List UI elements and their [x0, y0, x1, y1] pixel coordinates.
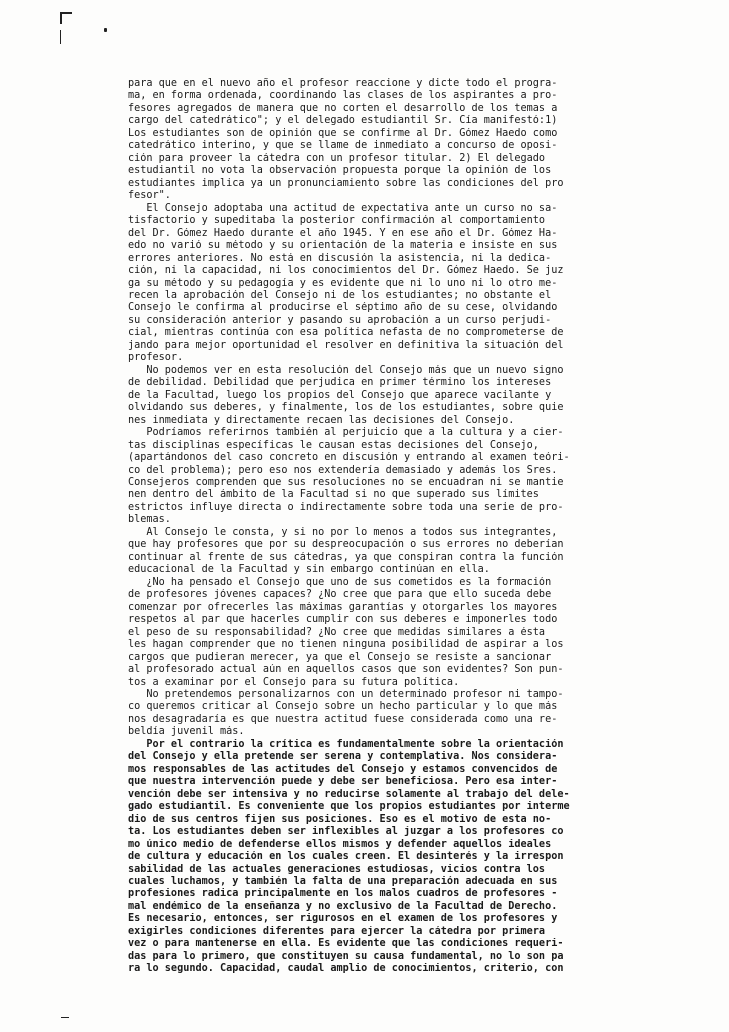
text-line: estudiantil no vota la observación propuesta porque la opinión de los [128, 165, 552, 177]
text-line: ra lo segundo. Capacidad, caudal amplio de conocimientos, criterio, con [128, 963, 564, 975]
text-line: continuar al frente de sus cátedras, ya que conspiran contra la función [128, 551, 564, 563]
text-line: ta. Los estudiantes deben ser inflexibles al juzgar a los profesores co [128, 826, 564, 838]
text-line: recen la aprobación del Consejo ni de los estudiantes; no obstante el [128, 289, 552, 301]
text-line: les hagan comprender que no tienen ninguna posibilidad de aspirar a los [128, 639, 564, 651]
text-line: catedrático interino, y que se llame de inmediato a concurso de oposi- [128, 140, 558, 152]
margin-dot [104, 28, 107, 32]
text-line: ción para proveer la cátedra con un profesor titular. 2) El delegado [128, 152, 546, 164]
text-line: cargo del catedrático"; y el delegado estudiantil Sr. Cía manifestó:1) [128, 115, 558, 127]
text-line: Los estudiantes son de opinión que se confirme al Dr. Gómez Haedo como [128, 127, 558, 139]
margin-mark [60, 30, 61, 44]
text-line: vención debe ser intensiva y no reducirse solamente al trabajo del dele- [128, 788, 570, 800]
text-line: blemas. [128, 514, 171, 526]
text-line: cargos que pudieran merecer, ya que el Consejo se resiste a sancionar [128, 651, 552, 663]
text-line: que nuestra intervención puede y debe ser beneficiosa. Pero esa inter- [128, 776, 558, 788]
text-line: olvidando sus deberes, y finalmente, los de los estudiantes, sobre quie [128, 402, 564, 414]
text-line: fesor". [128, 190, 171, 202]
text-line: Es necesario, entonces, ser rigurosos en el examen de los profesores y [128, 913, 558, 925]
text-line: del Dr. Gómez Haedo durante el año 1945. Y en ese año el Dr. Gómez Ha- [128, 227, 558, 239]
text-line: nes inmediata y directamente recaen las decisiones del Consejo. [128, 414, 515, 426]
text-line: de profesores jóvenes capaces? ¿No cree que para que ello suceda debe [128, 589, 552, 601]
text-line: das para lo primero, que constituyen su causa fundamental, no lo son pa [128, 950, 564, 962]
text-line: ¿No ha pensado el Consejo que uno de sus cometidos es la formación [128, 576, 552, 588]
text-line: tisfactorio y supeditaba la posterior confirmación al comportamiento [128, 215, 546, 227]
text-line: del Consejo y ella pretende ser serena y contemplativa. Nos considera- [128, 751, 558, 763]
text-line: gado estudiantil. Es conveniente que los propios estudiantes por interme [128, 801, 570, 813]
text-line: para que en el nuevo año el profesor reaccione y dicte todo el progra- [128, 78, 558, 89]
text-line: co queremos criticar al Consejo sobre un hecho particular y lo que más [128, 701, 558, 713]
text-line: comenzar por ofrecerles las máximas garantías y otorgarles los mayores [128, 601, 558, 613]
text-line: respetos al par que hacerles cumplir con sus deberes e imponerles todo [128, 614, 558, 626]
text-line: ción, ni la capacidad, ni los conocimientos del Dr. Gómez Haedo. Se juz [128, 265, 564, 277]
text-line: mos responsables de las actitudes del Consejo y estamos convencidos de [128, 763, 558, 775]
text-line: fesores agregados de manera que no corten el desarrollo de los temas a [128, 102, 558, 114]
bottom-margin-mark [61, 1017, 69, 1018]
text-line: nen dentro del ámbito de la Facultad si no que superado sus límites [128, 489, 539, 501]
text-line: dio de sus centros fijen sus posiciones. Eso es el motivo de esta no- [128, 813, 552, 825]
text-line: edo no varió su método y su orientación de la materia e insiste en sus [128, 240, 558, 252]
text-line: El Consejo adoptaba una actitud de expectativa ante un curso no sa- [128, 202, 558, 214]
text-line: profesiones radica principalmente en los malos cuadros de profesores - [128, 888, 558, 900]
text-line: vez o para mantenerse en ella. Es evidente que las condiciones requeri- [128, 938, 564, 950]
text-line: sabilidad de las actuales generaciones estudiosas, vicios contra los [128, 863, 546, 875]
text-line: tos a examinar por el Consejo para su futura política. [128, 676, 460, 688]
text-line: Podríamos referirnos también al perjuicio que a la cultura y a cier- [128, 427, 564, 439]
text-line: (apartándonos del caso concreto en discusión y entrando al examen teóri- [128, 452, 570, 464]
corner-mark-vertical [60, 12, 62, 24]
text-line: jando para mejor oportunidad el resolver en definitiva la situación del [128, 339, 564, 351]
text-line: ma, en forma ordenada, coordinando las clases de los aspirantes a pro- [128, 90, 558, 102]
text-line: profesor. [128, 352, 184, 364]
text-line: de debilidad. Debilidad que perjudica en primer término los intereses [128, 377, 552, 389]
text-line: cuales luchamos, y también la falta de una preparación adecuada en sus [128, 876, 558, 887]
text-line: co del problema); pero eso nos extendería demasiado y además los Sres. [128, 464, 558, 476]
text-line: beldía juvenil más. [128, 726, 245, 738]
text-line: el peso de su responsabilidad? ¿No cree que medidas similares a ésta [128, 626, 546, 638]
text-line: No pretendemos personalizarnos con un determinado profesor ni tampo- [128, 688, 564, 700]
text-line: exigirles condiciones diferentes para ejercer la cátedra por primera [128, 925, 546, 937]
text-line: errores anteriores. No está en discusión la asistencia, ni la dedica- [128, 252, 552, 264]
text-line: Por el contrario la crítica es fundamentalmente sobre la orientación [128, 738, 564, 750]
text-line: de cultura y educación en los cuales creen. El desinterés y la irrespon [128, 851, 564, 863]
text-line: ga su método y su pedagogía y es evidente que ni lo uno ni lo otro me- [128, 277, 558, 289]
text-line: Consejeros comprenden que sus resoluciones no se encuadran ni se mantie [128, 477, 564, 488]
text-line: No podemos ver en esta resolución del Consejo más que un nuevo signo [128, 364, 564, 376]
text-line: estrictos influye directa o indirectamente sobre toda una serie de pro- [128, 501, 564, 513]
text-line: educacional de la Facultad y sin embargo continúan en ella. [128, 564, 490, 576]
text-line: Al Consejo le consta, y si no por lo menos a todos sus integrantes, [128, 526, 558, 538]
text-line: tas disciplinas específicas le causan estas decisiones del Consejo, [128, 439, 539, 451]
text-line: cial, mientras continúa con esa política nefasta de no comprometerse de [128, 327, 564, 339]
text-line: Consejo le confirma al producirse el séptimo año de su cese, olvidando [128, 302, 558, 314]
text-line: estudiantes implica ya un pronunciamiento sobre las condiciones del pro [128, 177, 564, 189]
typed-text-body [128, 78, 648, 976]
text-line: que hay profesores que por su despreocupación o sus errores no deberían [128, 539, 564, 551]
text-line: al profesorado actual aún en aquellos casos que son evidentes? Son pun- [128, 664, 564, 676]
text-line: de la Facultad, luego los propios del Consejo que aparece vacilante y [128, 389, 552, 401]
text-line: mal endémico de la enseñanza y no exclusivo de la Facultad de Derecho. [128, 900, 558, 912]
text-line: mo único medio de defenderse ellos mismos y defender aquellos ideales [128, 838, 552, 850]
text-line: nos desagradaría es que nuestra actitud fuese considerada como una re- [128, 713, 558, 725]
text-line: su consideración anterior y pasando su aprobación a un curso perjudi- [128, 314, 552, 326]
